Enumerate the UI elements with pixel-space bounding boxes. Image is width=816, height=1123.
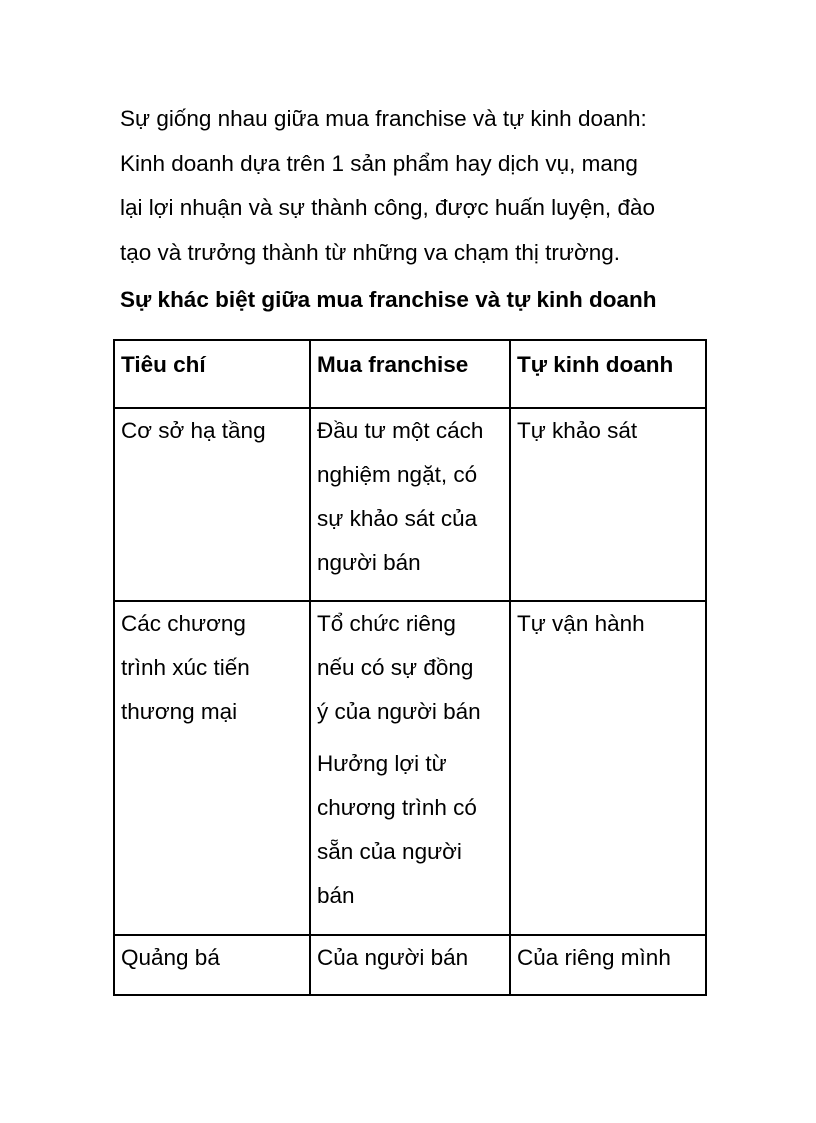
cell-self-business bbox=[510, 935, 706, 995]
cell-text: chương trình có bbox=[317, 795, 477, 820]
cell-text: trình xúc tiến bbox=[121, 655, 250, 680]
cell-text: bán bbox=[317, 883, 355, 908]
cell-criterion bbox=[114, 601, 310, 935]
cell-text: Tự khảo sát bbox=[517, 418, 638, 443]
comparison-table bbox=[113, 339, 707, 996]
section-heading: Sự khác biệt giữa mua franchise và tự kinh doanh bbox=[120, 287, 657, 312]
intro-line: Sự giống nhau giữa mua franchise và tự kinh doanh: bbox=[120, 106, 647, 131]
intro-line: tạo và trưởng thành từ những va chạm thị trường. bbox=[120, 239, 621, 265]
cell-text: Của người bán bbox=[317, 945, 469, 970]
cell-self-business bbox=[510, 601, 706, 935]
cell-text: sẵn của người bbox=[317, 839, 462, 864]
cell-text: nghiệm ngặt, có bbox=[317, 462, 478, 487]
cell-text: Tự vận hành bbox=[517, 611, 645, 636]
cell-franchise bbox=[310, 601, 510, 935]
cell-text: thương mại bbox=[121, 699, 238, 724]
cell-text: Tổ chức riêng bbox=[317, 611, 456, 636]
cell-text: ý của người bán bbox=[317, 699, 481, 724]
intro-line: lại lợi nhuận và sự thành công, được huấn luyện, đào bbox=[120, 195, 655, 220]
table-row bbox=[114, 935, 706, 995]
cell-franchise bbox=[310, 935, 510, 995]
table-header-row bbox=[114, 340, 706, 408]
cell-franchise bbox=[310, 408, 510, 601]
table-row bbox=[114, 408, 706, 601]
header-franchise: Mua franchise bbox=[310, 340, 510, 408]
cell-text: Của riêng mình bbox=[517, 945, 671, 970]
cell-text: Hưởng lợi từ bbox=[317, 751, 447, 776]
cell-text: Các chương bbox=[121, 611, 246, 636]
intro-line: Kinh doanh dựa trên 1 sản phẩm hay dịch vụ, mang bbox=[120, 150, 638, 176]
header-self-business: Tự kinh doanh bbox=[510, 340, 706, 408]
cell-text: sự khảo sát của bbox=[317, 506, 478, 531]
cell-criterion bbox=[114, 935, 310, 995]
header-criterion: Tiêu chí bbox=[114, 340, 310, 408]
cell-text: Quảng bá bbox=[121, 945, 220, 970]
cell-text: Đầu tư một cách bbox=[317, 418, 484, 443]
cell-text: nếu có sự đồng bbox=[317, 655, 474, 680]
cell-text: Cơ sở hạ tầng bbox=[121, 418, 266, 443]
intro-paragraph bbox=[120, 97, 720, 275]
cell-criterion bbox=[114, 408, 310, 601]
cell-text: người bán bbox=[317, 550, 421, 575]
table-row bbox=[114, 601, 706, 935]
cell-self-business bbox=[510, 408, 706, 601]
